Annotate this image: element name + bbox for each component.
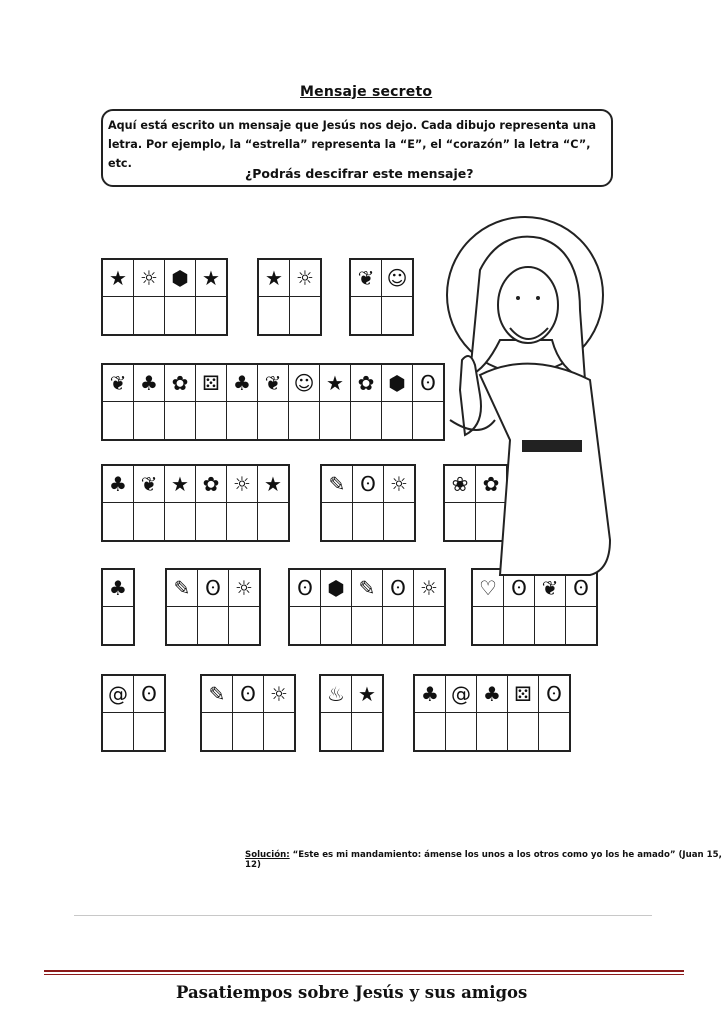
symbol-icon: ☼ bbox=[227, 466, 257, 503]
symbol-icon: ʘ bbox=[566, 570, 596, 607]
answer-box[interactable] bbox=[321, 713, 351, 750]
symbol-icon: ❦ bbox=[351, 260, 381, 297]
letter-cell bbox=[290, 570, 320, 644]
letter-cell bbox=[415, 676, 445, 750]
symbol-icon: ✎ bbox=[322, 466, 352, 503]
symbol-icon: ★ bbox=[259, 260, 289, 297]
letter-cell bbox=[538, 676, 569, 750]
letter-cell bbox=[289, 260, 320, 334]
symbol-icon: ♣ bbox=[227, 365, 257, 402]
answer-box[interactable] bbox=[535, 607, 565, 644]
answer-box[interactable] bbox=[202, 713, 232, 750]
letter-cell bbox=[164, 365, 195, 439]
word-8 bbox=[101, 568, 135, 646]
answer-box[interactable] bbox=[103, 607, 133, 644]
word-10 bbox=[288, 568, 446, 646]
letter-cell bbox=[103, 570, 133, 644]
question-text: ¿Podrás descifrar este mensaje? bbox=[245, 166, 474, 181]
answer-box[interactable] bbox=[353, 503, 383, 540]
answer-box[interactable] bbox=[134, 713, 164, 750]
letter-cell bbox=[133, 466, 164, 540]
answer-box[interactable] bbox=[290, 607, 320, 644]
jesus-illustration bbox=[440, 210, 615, 580]
answer-box[interactable] bbox=[446, 713, 476, 750]
letter-cell bbox=[382, 570, 413, 644]
symbol-icon: ❦ bbox=[103, 365, 133, 402]
letter-cell bbox=[167, 570, 197, 644]
letter-cell bbox=[103, 466, 133, 540]
answer-box[interactable] bbox=[134, 402, 164, 439]
word-13 bbox=[200, 674, 296, 752]
answer-box[interactable] bbox=[229, 607, 259, 644]
letter-cell bbox=[288, 365, 319, 439]
answer-box[interactable] bbox=[322, 503, 352, 540]
word-2 bbox=[257, 258, 322, 336]
answer-box[interactable] bbox=[264, 713, 294, 750]
letter-cell bbox=[195, 260, 226, 334]
answer-box[interactable] bbox=[167, 607, 197, 644]
letter-cell bbox=[133, 676, 164, 750]
answer-box[interactable] bbox=[258, 503, 288, 540]
letter-cell bbox=[257, 466, 288, 540]
symbol-icon: ʘ bbox=[198, 570, 228, 607]
symbol-icon: ☺ bbox=[289, 365, 319, 402]
letter-cell bbox=[195, 365, 226, 439]
footer-rule-thin bbox=[44, 974, 684, 975]
answer-box[interactable] bbox=[103, 297, 133, 334]
letter-cell bbox=[259, 260, 289, 334]
letter-cell bbox=[350, 365, 381, 439]
answer-box[interactable] bbox=[103, 402, 133, 439]
letter-cell bbox=[383, 466, 414, 540]
symbol-icon: ✿ bbox=[165, 365, 195, 402]
answer-box[interactable] bbox=[259, 297, 289, 334]
symbol-icon: ⬢ bbox=[382, 365, 412, 402]
letter-cell bbox=[226, 365, 257, 439]
symbol-icon: ʘ bbox=[539, 676, 569, 713]
footer-rule bbox=[44, 970, 684, 972]
symbol-icon: ✿ bbox=[196, 466, 226, 503]
letter-cell bbox=[352, 466, 383, 540]
symbol-icon: ❀ bbox=[445, 466, 475, 503]
symbol-icon: ✎ bbox=[352, 570, 382, 607]
answer-box[interactable] bbox=[233, 713, 263, 750]
answer-box[interactable] bbox=[382, 402, 412, 439]
letter-cell bbox=[195, 466, 226, 540]
symbol-icon: ❦ bbox=[258, 365, 288, 402]
solution-label: Solución: bbox=[245, 850, 290, 860]
answer-box[interactable] bbox=[477, 713, 507, 750]
letter-cell bbox=[534, 570, 565, 644]
letter-cell bbox=[319, 365, 350, 439]
intro-text: Aquí está escrito un mensaje que Jesús nos dejo. Cada dibujo representa una letra. Por ejemplo, la “estrella” representa la “E”, el “corazón” la letra “C”, etc. bbox=[108, 119, 597, 170]
symbol-icon: ☼ bbox=[384, 466, 414, 503]
letter-cell bbox=[507, 676, 538, 750]
symbol-icon: ★ bbox=[258, 466, 288, 503]
letter-cell bbox=[226, 466, 257, 540]
symbol-icon: ⬢ bbox=[321, 570, 351, 607]
symbol-icon: ♣ bbox=[103, 570, 133, 607]
solution bbox=[245, 850, 728, 870]
letter-cell bbox=[263, 676, 294, 750]
answer-box[interactable] bbox=[321, 607, 351, 644]
page-footer: Pasatiempos sobre Jesús y sus amigos bbox=[176, 983, 528, 1002]
answer-box[interactable] bbox=[473, 607, 503, 644]
answer-box[interactable] bbox=[508, 713, 538, 750]
symbol-icon: ★ bbox=[165, 466, 195, 503]
word-5 bbox=[101, 464, 290, 542]
symbol-icon: ☺ bbox=[382, 260, 412, 297]
symbol-icon: ʘ bbox=[290, 570, 320, 607]
symbol-icon: ʘ bbox=[353, 466, 383, 503]
symbol-icon: ʘ bbox=[134, 676, 164, 713]
symbol-icon: ❦ bbox=[134, 466, 164, 503]
word-9 bbox=[165, 568, 261, 646]
answer-box[interactable] bbox=[103, 503, 133, 540]
word-4 bbox=[101, 363, 445, 441]
symbol-icon: ❦ bbox=[535, 570, 565, 607]
answer-box[interactable] bbox=[566, 607, 596, 644]
answer-box[interactable] bbox=[351, 402, 381, 439]
letter-cell bbox=[133, 365, 164, 439]
letter-cell bbox=[476, 676, 507, 750]
answer-box[interactable] bbox=[196, 503, 226, 540]
letter-cell bbox=[473, 570, 503, 644]
symbol-icon: ✿ bbox=[476, 466, 506, 503]
symbol-icon: @ bbox=[446, 676, 476, 713]
answer-box[interactable] bbox=[384, 503, 414, 540]
word-15 bbox=[413, 674, 571, 752]
answer-box[interactable] bbox=[165, 297, 195, 334]
letter-cell bbox=[351, 260, 381, 334]
letter-cell bbox=[228, 570, 259, 644]
letter-cell bbox=[321, 676, 351, 750]
answer-box[interactable] bbox=[258, 402, 288, 439]
symbol-icon: ♣ bbox=[134, 365, 164, 402]
answer-box[interactable] bbox=[227, 503, 257, 540]
symbol-icon: ☼ bbox=[229, 570, 259, 607]
answer-box[interactable] bbox=[198, 607, 228, 644]
answer-box[interactable] bbox=[539, 713, 569, 750]
answer-box[interactable] bbox=[165, 503, 195, 540]
symbol-icon: ⚄ bbox=[508, 676, 538, 713]
symbol-icon: ʘ bbox=[413, 365, 443, 402]
symbol-icon: ☼ bbox=[414, 570, 444, 607]
symbol-icon: ʘ bbox=[233, 676, 263, 713]
answer-box[interactable] bbox=[352, 607, 382, 644]
answer-box[interactable] bbox=[413, 402, 443, 439]
symbol-icon: @ bbox=[103, 676, 133, 713]
letter-cell bbox=[445, 676, 476, 750]
letter-cell bbox=[232, 676, 263, 750]
answer-box[interactable] bbox=[504, 607, 534, 644]
letter-cell bbox=[351, 570, 382, 644]
answer-box[interactable] bbox=[415, 713, 445, 750]
solution-text: “Este es mi mandamiento: ámense los unos a los otros como yo los he amado” (Juan 15, 12) bbox=[245, 850, 722, 870]
symbol-icon: ✎ bbox=[202, 676, 232, 713]
answer-box[interactable] bbox=[103, 713, 133, 750]
letter-cell bbox=[103, 365, 133, 439]
answer-box[interactable] bbox=[383, 607, 413, 644]
word-1 bbox=[101, 258, 228, 336]
answer-box[interactable] bbox=[320, 402, 350, 439]
letter-cell bbox=[503, 570, 534, 644]
symbol-icon: ✎ bbox=[167, 570, 197, 607]
symbol-icon: ♨ bbox=[321, 676, 351, 713]
page-title: Mensaje secreto bbox=[300, 84, 433, 100]
letter-cell bbox=[133, 260, 164, 334]
letter-cell bbox=[351, 676, 382, 750]
symbol-icon: ⚄ bbox=[196, 365, 226, 402]
symbol-icon: ★ bbox=[352, 676, 382, 713]
answer-box[interactable] bbox=[134, 297, 164, 334]
word-6 bbox=[320, 464, 416, 542]
symbol-icon: ♡ bbox=[473, 570, 503, 607]
answer-box[interactable] bbox=[289, 402, 319, 439]
letter-cell bbox=[412, 365, 443, 439]
letter-cell bbox=[381, 260, 412, 334]
answer-box[interactable] bbox=[196, 297, 226, 334]
letter-cell bbox=[202, 676, 232, 750]
symbol-icon: ★ bbox=[320, 365, 350, 402]
answer-box[interactable] bbox=[134, 503, 164, 540]
answer-box[interactable] bbox=[196, 402, 226, 439]
answer-box[interactable] bbox=[165, 402, 195, 439]
letter-cell bbox=[257, 365, 288, 439]
answer-box[interactable] bbox=[351, 297, 381, 334]
letter-cell bbox=[322, 466, 352, 540]
symbol-icon: ★ bbox=[103, 260, 133, 297]
letter-cell bbox=[565, 570, 596, 644]
letter-cell bbox=[413, 570, 444, 644]
answer-box[interactable] bbox=[352, 713, 382, 750]
letter-cell bbox=[164, 260, 195, 334]
symbol-icon: ʘ bbox=[383, 570, 413, 607]
symbol-icon: ♣ bbox=[477, 676, 507, 713]
symbol-icon: ⬢ bbox=[165, 260, 195, 297]
symbol-icon: ✿ bbox=[351, 365, 381, 402]
word-14 bbox=[319, 674, 384, 752]
answer-box[interactable] bbox=[414, 607, 444, 644]
letter-cell bbox=[103, 260, 133, 334]
answer-box[interactable] bbox=[382, 297, 412, 334]
letter-cell bbox=[103, 676, 133, 750]
answer-box[interactable] bbox=[227, 402, 257, 439]
letter-cell bbox=[320, 570, 351, 644]
word-3 bbox=[349, 258, 414, 336]
letter-cell bbox=[381, 365, 412, 439]
symbol-icon: ♣ bbox=[103, 466, 133, 503]
symbol-icon: ☼ bbox=[134, 260, 164, 297]
symbol-icon: ☼ bbox=[264, 676, 294, 713]
answer-box[interactable] bbox=[290, 297, 320, 334]
word-12 bbox=[101, 674, 166, 752]
symbol-icon: ♣ bbox=[415, 676, 445, 713]
symbol-icon: ʘ bbox=[504, 570, 534, 607]
symbol-icon: ★ bbox=[196, 260, 226, 297]
symbol-icon: ☼ bbox=[290, 260, 320, 297]
separator-line bbox=[74, 915, 652, 916]
letter-cell bbox=[197, 570, 228, 644]
letter-cell bbox=[164, 466, 195, 540]
